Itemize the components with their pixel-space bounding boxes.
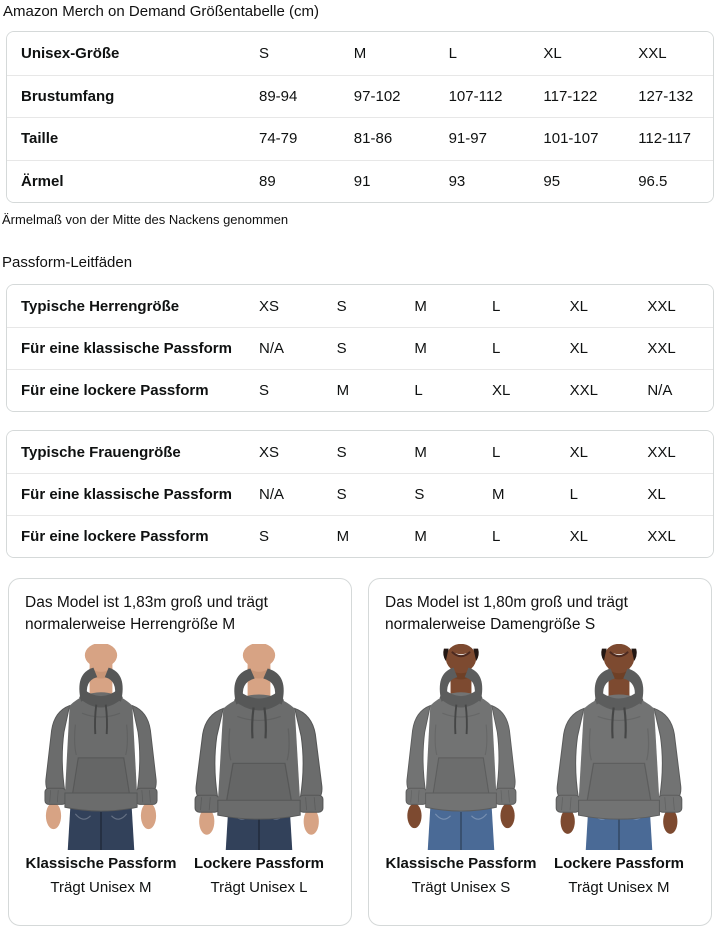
table-cell: S — [414, 486, 425, 503]
column-header: S — [259, 44, 270, 62]
size-worn-label: Trägt Unisex M — [50, 879, 152, 896]
table-cell: 107-112 — [448, 87, 503, 105]
table-row — [7, 515, 713, 557]
table-cell: S — [259, 382, 270, 399]
row-label: Für eine lockere Passform — [21, 382, 209, 399]
table-row — [7, 75, 713, 118]
female-model-card — [368, 578, 712, 926]
female-loose-fit-photo — [543, 644, 695, 850]
male-model-card — [8, 578, 352, 926]
table-cell: M — [414, 340, 427, 357]
row-label: Brustumfang — [21, 87, 115, 105]
table-header-row — [7, 431, 713, 473]
column-header: S — [336, 443, 347, 461]
female-classic-fit-photo — [385, 644, 537, 850]
fit-label: Klassische Passform — [385, 855, 537, 872]
table-cell: XL — [491, 382, 511, 399]
table-cell: 74-79 — [259, 130, 298, 148]
row-label: Für eine lockere Passform — [21, 528, 209, 545]
table-cell: XXL — [569, 382, 599, 399]
table-cell: S — [336, 486, 347, 503]
column-header: XS — [259, 297, 280, 315]
table-cell: S — [336, 340, 347, 357]
column-header: M — [414, 443, 427, 461]
table-cell: XL — [569, 340, 589, 357]
table-cell: L — [491, 528, 501, 545]
table-row — [7, 160, 713, 203]
model-description: Das Model ist 1,83m groß und trägt normalerweise Herrengröße M — [25, 594, 268, 633]
column-header: XL — [569, 443, 589, 461]
size-worn-label: Trägt Unisex M — [568, 879, 670, 896]
fit-label: Lockere Passform — [553, 855, 685, 872]
column-header: S — [336, 297, 347, 315]
page-title: Amazon Merch on Demand Größentabelle (cm) — [3, 3, 319, 20]
table-cell: 97-102 — [353, 87, 401, 105]
table-cell: 96.5 — [638, 172, 668, 190]
column-header: L — [448, 44, 457, 62]
column-header: M — [353, 44, 367, 62]
table-cell: 127-132 — [638, 87, 694, 105]
table-cell: N/A — [647, 382, 673, 399]
column-header: L — [491, 443, 501, 461]
table-row — [7, 369, 713, 411]
column-header: M — [414, 297, 427, 315]
column-header: XL — [543, 44, 562, 62]
row-label: Taille — [21, 130, 59, 148]
photo-column — [25, 644, 177, 897]
model-description: Das Model ist 1,80m groß und trägt normalerweise Damengröße S — [385, 594, 628, 633]
womens-fit-table — [6, 430, 714, 558]
model-cards — [8, 578, 712, 926]
table-cell: M — [491, 486, 505, 503]
table-cell: XL — [647, 486, 666, 503]
column-header: Typische Herrengröße — [21, 297, 180, 315]
table-row — [7, 117, 713, 160]
unisex-size-table — [6, 31, 714, 203]
sleeve-measure-footnote: Ärmelmaß von der Mitte des Nackens genommen — [2, 212, 289, 227]
fit-guides-title: Passform-Leitfäden — [2, 254, 133, 271]
table-cell: M — [336, 382, 350, 399]
table-row — [7, 473, 713, 515]
table-cell: L — [569, 486, 578, 503]
photo-column — [183, 644, 335, 897]
table-cell: M — [336, 528, 350, 545]
mens-fit-table — [6, 284, 714, 412]
column-header: XS — [259, 443, 280, 461]
table-cell: 93 — [448, 172, 466, 190]
table-cell: S — [259, 528, 270, 545]
table-cell: 91-97 — [448, 130, 487, 148]
table-cell: 112-117 — [638, 130, 692, 148]
fit-label: Klassische Passform — [25, 855, 177, 872]
column-header: L — [491, 297, 501, 315]
column-header: XXL — [647, 297, 676, 315]
photo-column — [385, 644, 537, 897]
table-cell: 81-86 — [353, 130, 393, 148]
male-loose-fit-photo — [183, 644, 335, 850]
table-header-row — [7, 285, 713, 327]
male-classic-fit-photo — [25, 644, 177, 850]
table-cell: 101-107 — [543, 130, 599, 148]
column-header: XXL — [647, 443, 676, 461]
row-label: Ärmel — [21, 172, 64, 190]
size-worn-label: Trägt Unisex L — [210, 879, 308, 896]
table-cell: L — [491, 340, 501, 357]
column-header: XXL — [638, 44, 667, 62]
column-header: Unisex-Größe — [21, 44, 120, 62]
column-header: Typische Frauengröße — [21, 443, 181, 461]
photo-column — [543, 644, 695, 897]
fit-label: Lockere Passform — [193, 855, 325, 872]
row-label: Für eine klassische Passform — [21, 340, 232, 357]
table-cell: XXL — [647, 340, 676, 357]
row-label: Für eine klassische Passform — [21, 486, 232, 503]
table-cell: XXL — [647, 528, 676, 545]
photo-row — [25, 644, 335, 897]
table-cell: 89 — [259, 172, 276, 190]
size-worn-label: Trägt Unisex S — [411, 879, 511, 896]
table-row — [7, 327, 713, 369]
table-cell: 91 — [353, 172, 371, 190]
table-cell: 89-94 — [259, 87, 298, 105]
table-cell: XL — [569, 528, 589, 545]
table-cell: M — [414, 528, 427, 545]
column-header: XL — [569, 297, 589, 315]
table-cell: N/A — [259, 340, 285, 357]
table-header-row — [7, 32, 713, 75]
table-cell: N/A — [259, 486, 285, 503]
table-cell: L — [414, 382, 423, 399]
photo-row — [385, 644, 695, 897]
table-cell: 95 — [543, 172, 561, 190]
table-cell: 117-122 — [543, 87, 598, 105]
